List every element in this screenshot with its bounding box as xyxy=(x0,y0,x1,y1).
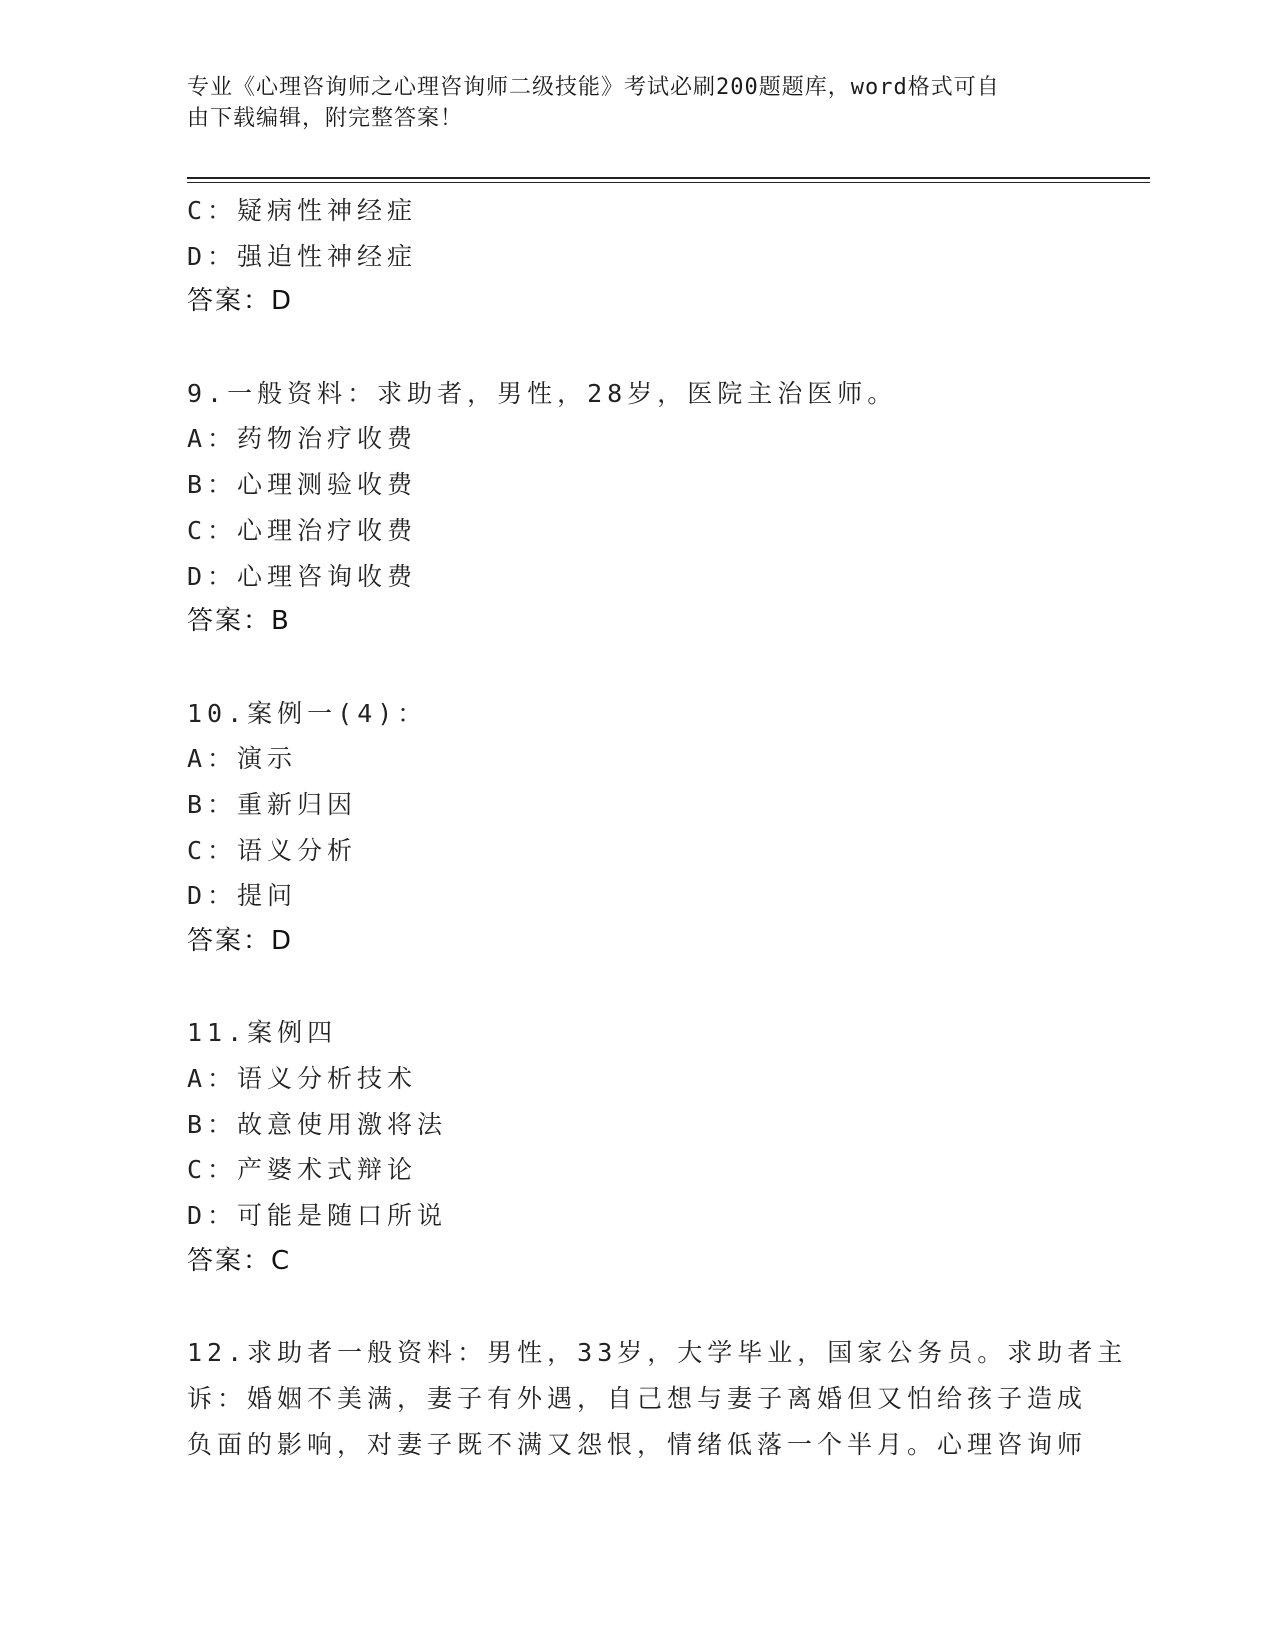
question-8-tail xyxy=(187,188,1087,325)
option-a: A：语义分析技术 xyxy=(187,1064,418,1094)
option-d: D：心理咨询收费 xyxy=(187,561,418,591)
question-9 xyxy=(187,371,1087,645)
spacer xyxy=(187,1285,1087,1331)
option-d: D：可能是随口所说 xyxy=(187,1201,448,1231)
option-b: B：心理测验收费 xyxy=(187,470,418,500)
question-stem-line-2: 诉：婚姻不美满，妻子有外遇，自己想与妻子离婚但又怕给孩子造成 xyxy=(187,1383,1088,1413)
answer-line: 答案：B xyxy=(187,606,291,637)
option-c: C：产婆术式辩论 xyxy=(187,1155,418,1185)
question-stem: 9.一般资料：求助者，男性，28岁，医院主治医师。 xyxy=(187,378,898,408)
spacer xyxy=(187,965,1087,1011)
spacer xyxy=(187,645,1087,691)
option-a: A：药物治疗收费 xyxy=(187,424,418,454)
answer-line: 答案：D xyxy=(187,926,294,956)
option-d: D：提问 xyxy=(187,881,298,911)
option-d: D：强迫性神经症 xyxy=(187,241,418,271)
option-c: C：语义分析 xyxy=(187,835,358,865)
header-line-1: 专业《心理咨询师之心理咨询师二级技能》考试必刷200题题库，word格式可自 xyxy=(187,75,1000,100)
question-10 xyxy=(187,691,1087,965)
spacer xyxy=(187,325,1087,371)
option-c: C：心理治疗收费 xyxy=(187,515,418,545)
question-stem-line-3: 负面的影响，对妻子既不满又怨恨，情绪低落一个半月。心理咨询师 xyxy=(187,1429,1088,1459)
option-b: B：重新归因 xyxy=(187,789,358,819)
option-c: C：疑病性神经症 xyxy=(187,196,418,225)
question-list xyxy=(187,188,1128,1467)
header-line-2: 由下载编辑，附完整答案！ xyxy=(187,106,464,131)
header-divider-thick xyxy=(187,177,1150,179)
header-divider-thin xyxy=(187,182,1150,183)
option-a: A：演示 xyxy=(187,744,298,774)
question-stem: 10.案例一(4)： xyxy=(187,698,428,728)
question-stem-line-1: 12.求助者一般资料：男性，33岁，大学毕业，国家公务员。求助者主 xyxy=(187,1338,1128,1368)
question-12 xyxy=(187,1330,1128,1467)
document-header xyxy=(187,72,1087,134)
answer-line: 答案：D xyxy=(187,286,294,317)
question-11 xyxy=(187,1010,1087,1284)
answer-line: 答案：C xyxy=(187,1245,292,1276)
option-b: B：故意使用激将法 xyxy=(187,1109,448,1139)
question-stem: 11.案例四 xyxy=(187,1018,338,1048)
